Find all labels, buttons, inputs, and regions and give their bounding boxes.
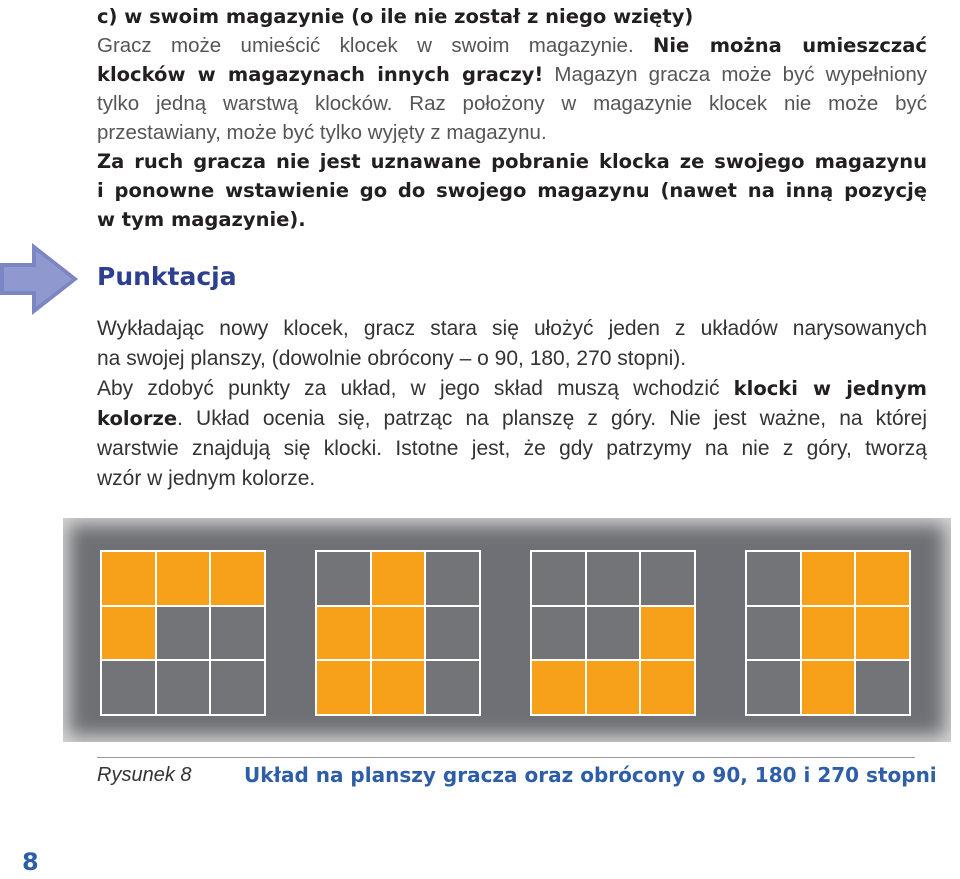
rules-section-c [97, 2, 927, 234]
board-cell-empty [747, 607, 800, 660]
section-title-punktacja: Punktacja [97, 262, 237, 291]
pattern-board [100, 550, 266, 716]
board-cell-empty [211, 661, 264, 714]
board-cell-empty [426, 661, 479, 714]
board-cell-filled [641, 607, 694, 660]
board-cell-filled [102, 607, 155, 660]
board-cell-filled [372, 552, 425, 605]
board-cell-filled [856, 607, 909, 660]
page-number: 8 [22, 848, 39, 876]
scoring-line: na swojej planszy, (dowolnie obrócony – o 90, 180, 270 stopni). [97, 347, 687, 370]
caption-divider [97, 757, 915, 758]
section-c-heading: c) w swoim magazynie (o ile nie został z niego wzięty) [97, 5, 694, 28]
board-cell-empty [426, 607, 479, 660]
section-c-line: Za ruch gracza nie jest uznawane pobranie klocka ze swojego magazynu [97, 150, 927, 173]
scoring-line: Wykładając nowy klocek, gracz stara się ułożyć jeden z układów narysowanych [97, 317, 927, 340]
section-c-line: i ponowne wstawienie go do swojego magazynu (nawet na inną pozycję [97, 179, 927, 202]
pattern-board [745, 550, 911, 716]
scoring-line: Aby zdobyć punkty za układ, w jego skład muszą wchodzić klocki w jednym [97, 377, 927, 400]
board-cell-filled [317, 661, 370, 714]
section-c-line: klocków w magazynach innych graczy! Magazyn gracza może być wypełniony [97, 63, 927, 86]
board-cell-filled [802, 607, 855, 660]
arrow-right-icon [0, 243, 78, 315]
board-cell-empty [587, 552, 640, 605]
board-cell-filled [102, 552, 155, 605]
board-cell-empty [157, 607, 210, 660]
board-cell-empty [426, 552, 479, 605]
figure-caption: Układ na planszy gracza oraz obrócony o 90, 180 i 270 stopni [244, 763, 937, 787]
scoring-line: kolorze. Układ ocenia się, patrząc na planszę z góry. Nie jest ważne, na której [97, 407, 927, 430]
board-cell-empty [856, 661, 909, 714]
section-c-line: Gracz może umieścić klocek w swoim magazynie. Nie można umieszczać [97, 34, 927, 57]
board-cell-filled [587, 661, 640, 714]
board-cell-empty [102, 661, 155, 714]
board-cell-empty [157, 661, 210, 714]
figure-panel [63, 518, 951, 742]
board-cell-filled [317, 607, 370, 660]
board-cell-empty [211, 607, 264, 660]
figure-label: Rysunek 8 [97, 764, 192, 786]
scoring-line: wzór w jednym kolorze. [97, 467, 316, 490]
board-cell-empty [641, 552, 694, 605]
board-cell-empty [532, 552, 585, 605]
section-c-line: w tym magazynie). [97, 208, 306, 231]
board-cell-filled [641, 661, 694, 714]
scoring-text [97, 314, 927, 494]
board-cell-filled [372, 607, 425, 660]
section-c-line: przestawiany, może być tylko wyjęty z magazynu. [97, 121, 547, 144]
board-cell-empty [532, 607, 585, 660]
board-cell-empty [747, 661, 800, 714]
board-cell-filled [372, 661, 425, 714]
board-cell-filled [802, 552, 855, 605]
board-cell-filled [802, 661, 855, 714]
board-cell-filled [856, 552, 909, 605]
pattern-board [315, 550, 481, 716]
board-cell-empty [747, 552, 800, 605]
section-c-line: tylko jedną warstwą klocków. Raz położony w magazynie klocek nie może być [97, 92, 927, 115]
board-cell-empty [587, 607, 640, 660]
board-cell-filled [157, 552, 210, 605]
board-cell-filled [532, 661, 585, 714]
board-cell-filled [211, 552, 264, 605]
pattern-board [530, 550, 696, 716]
scoring-line: warstwie znajdują się klocki. Istotne jest, że gdy patrzymy na nie z góry, tworzą [97, 437, 927, 460]
board-cell-empty [317, 552, 370, 605]
